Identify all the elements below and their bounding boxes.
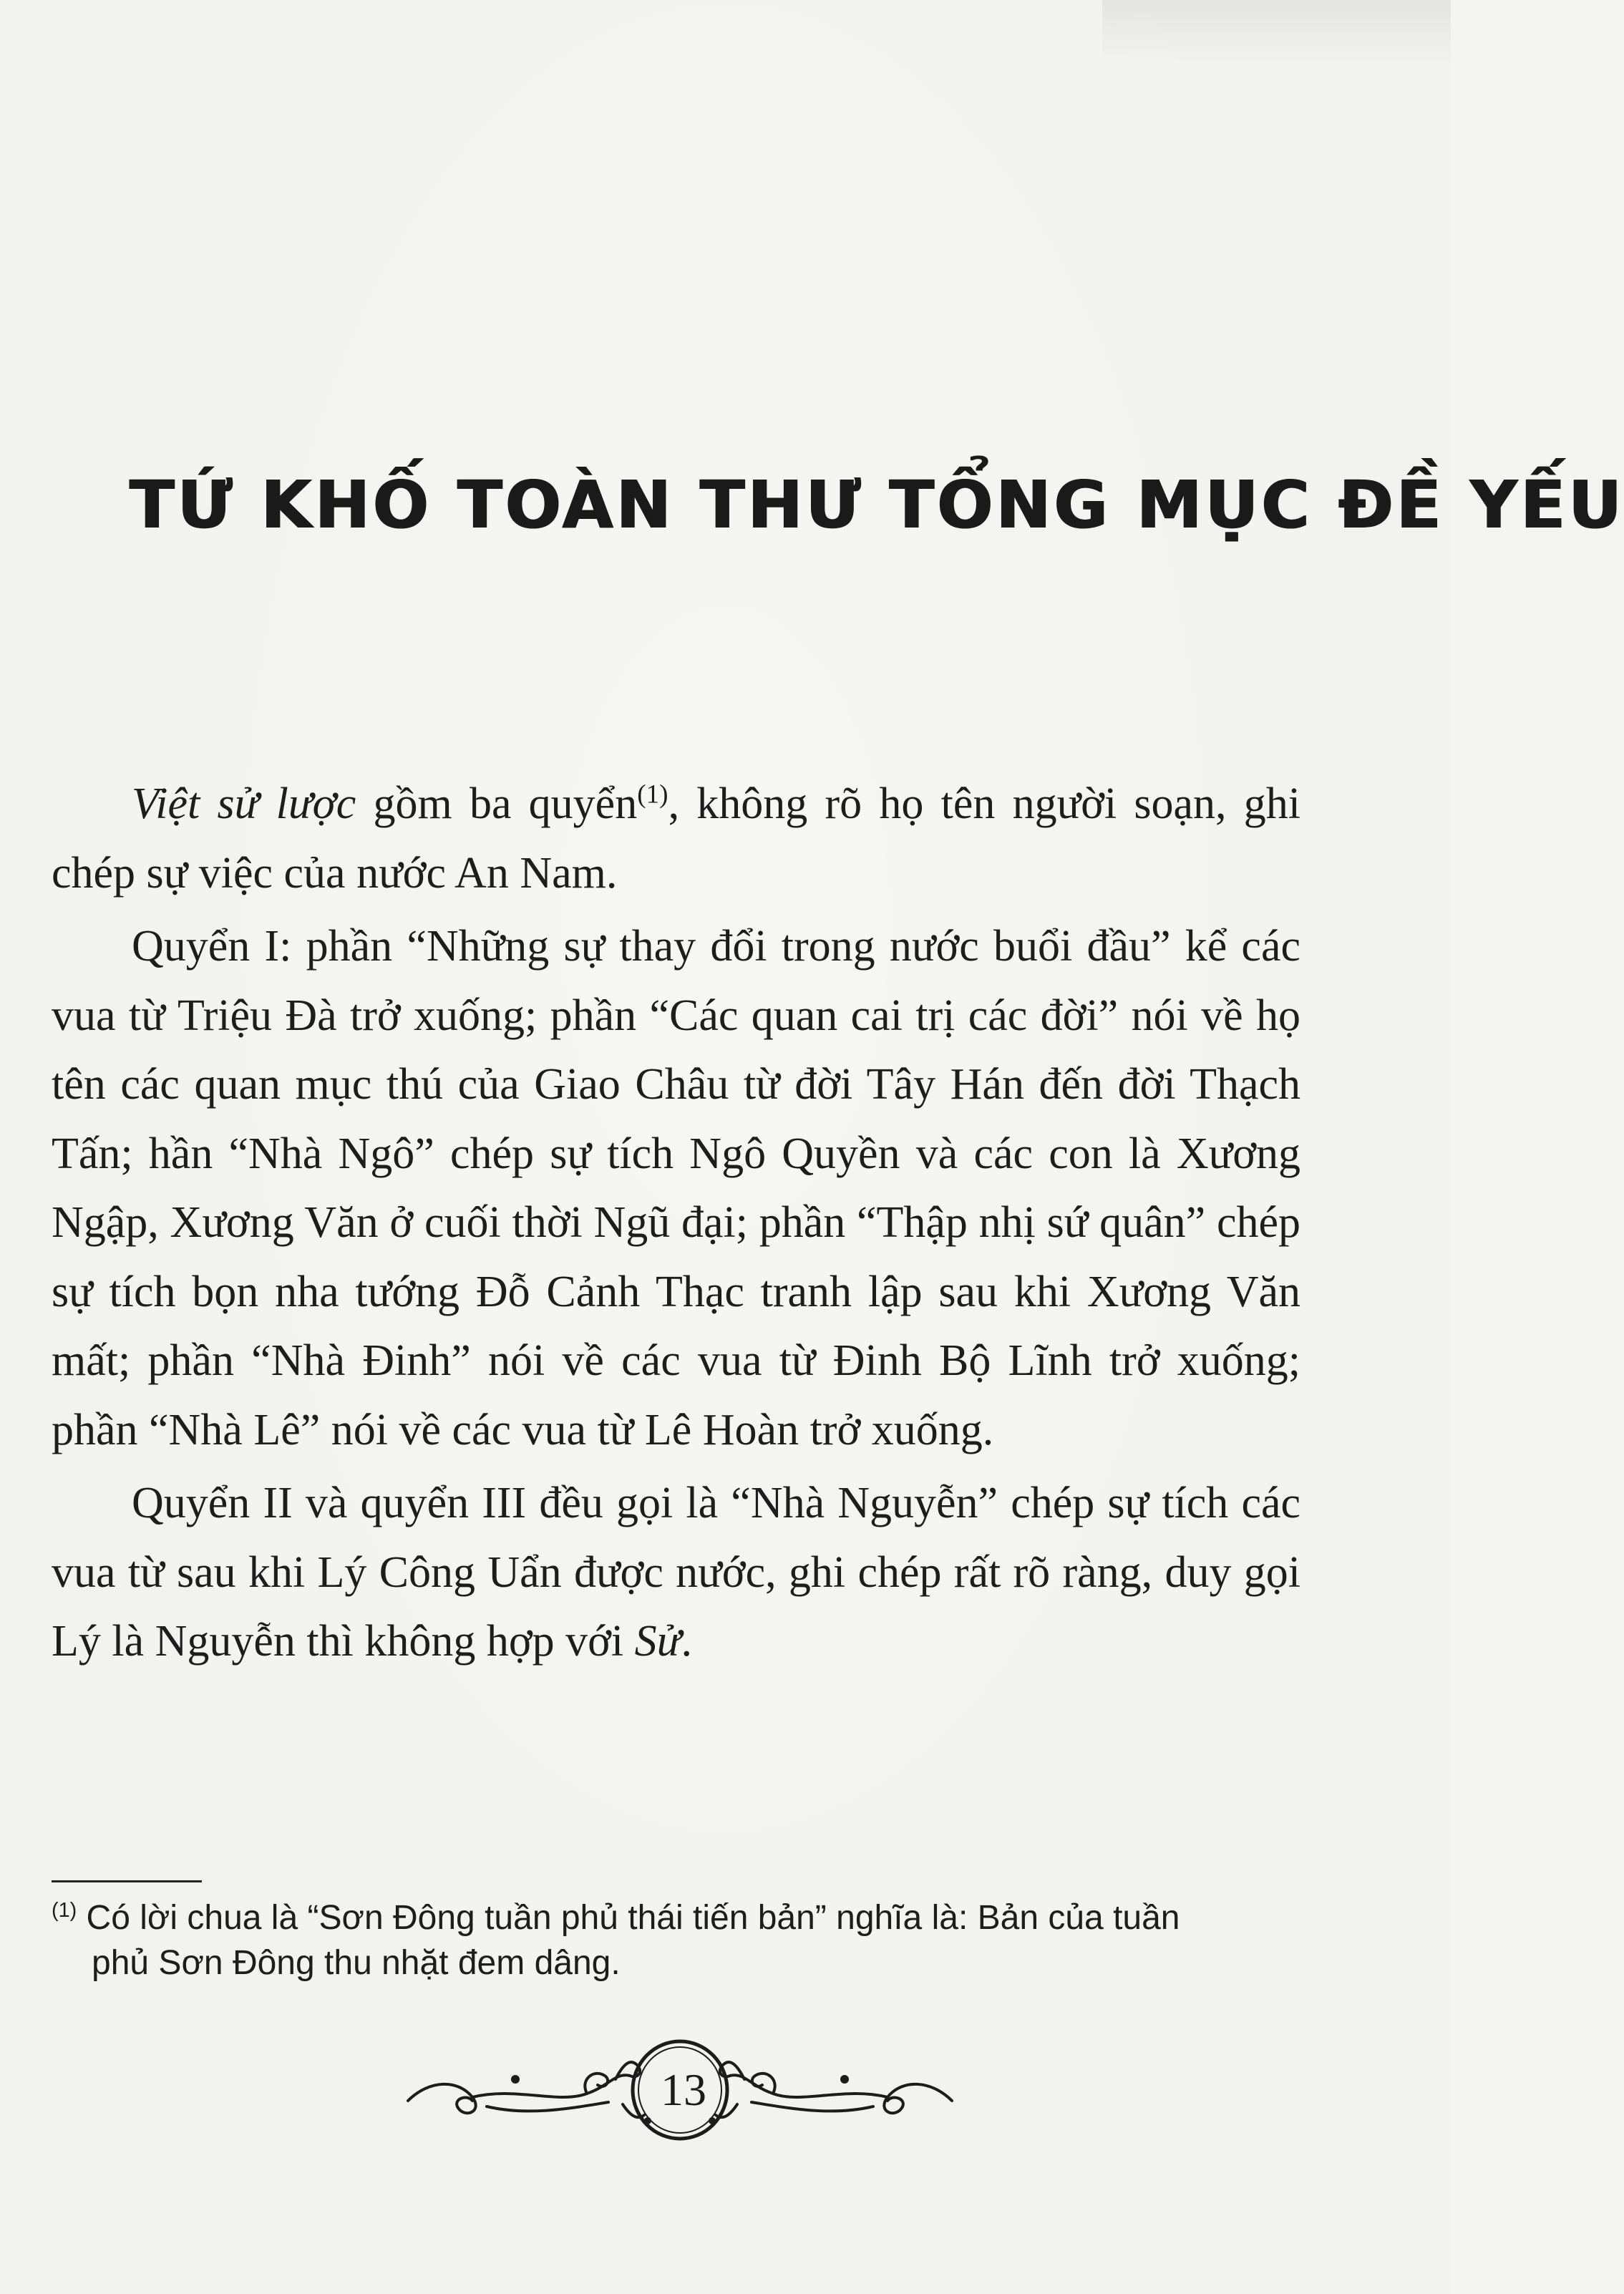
paragraph-1-text-b: , không rõ họ tên người soạn, ghi chép sự việc của nước An Nam. — [52, 779, 1300, 898]
scan-edge-shadow — [1102, 0, 1451, 64]
paragraph-3-italic: Sử — [634, 1617, 681, 1666]
paragraph-1 — [52, 769, 1300, 908]
footnote — [52, 1895, 1300, 1986]
body-text — [52, 769, 1300, 1681]
page-number: 13 — [661, 2064, 706, 2115]
footnote-text-1: Có lời chua là “Sơn Đông tuần phủ thái tiến bản” nghĩa là: Bản của tuần — [77, 1899, 1180, 1937]
footnote-divider — [52, 1880, 202, 1882]
paragraph-2: Quyển I: phần “Những sự thay đổi trong nước buổi đầu” kể các vua từ Triệu Đà trở xuống; phần “Các quan cai trị các đời” nói về họ tên các quan mục thú của Giao Châu từ đời Tây Hán đến đời Thạch Tấn; hần “Nhà Ngô” chép sự tích Ngô Quyền và các con là Xương Ngập, Xương Văn ở cuối thời Ngũ đại; phần “Thập nhị sứ quân” chép sự tích bọn nha tướng Đỗ Cảnh Thạc tranh lập sau khi Xương Văn mất; phần “Nhà Đinh” nói về các vua từ Đinh Bộ Lĩnh trở xuống; phần “Nhà Lê” nói về các vua từ Lê Hoàn trở xuống. — [52, 922, 1300, 1454]
footnote-line-2: phủ Sơn Đông thu nhặt đem dâng. — [92, 1944, 621, 1982]
paragraph-3-end: . — [681, 1617, 692, 1666]
paragraph-1-text-a: gồm ba quyển — [356, 779, 638, 828]
paragraph-3-text: Quyển II và quyển III đều gọi là “Nhà Nguyễn” chép sự tích các vua từ sau khi Lý Công Uẩn được nước, ghi chép rất rõ ràng, duy gọi Lý là Nguyễn thì không hợp với — [52, 1479, 1300, 1666]
chapter-title: TỨ KHỐ TOÀN THƯ TỔNG MỤC ĐỀ YẾU — [129, 467, 1624, 543]
paragraph-3 — [52, 1469, 1300, 1676]
footnote-reference[interactable]: (1) — [637, 779, 668, 810]
book-title-italic: Việt sử lược — [132, 779, 356, 828]
footnote-line-1 — [52, 1895, 1300, 1940]
footnote-marker: (1) — [52, 1899, 77, 1922]
